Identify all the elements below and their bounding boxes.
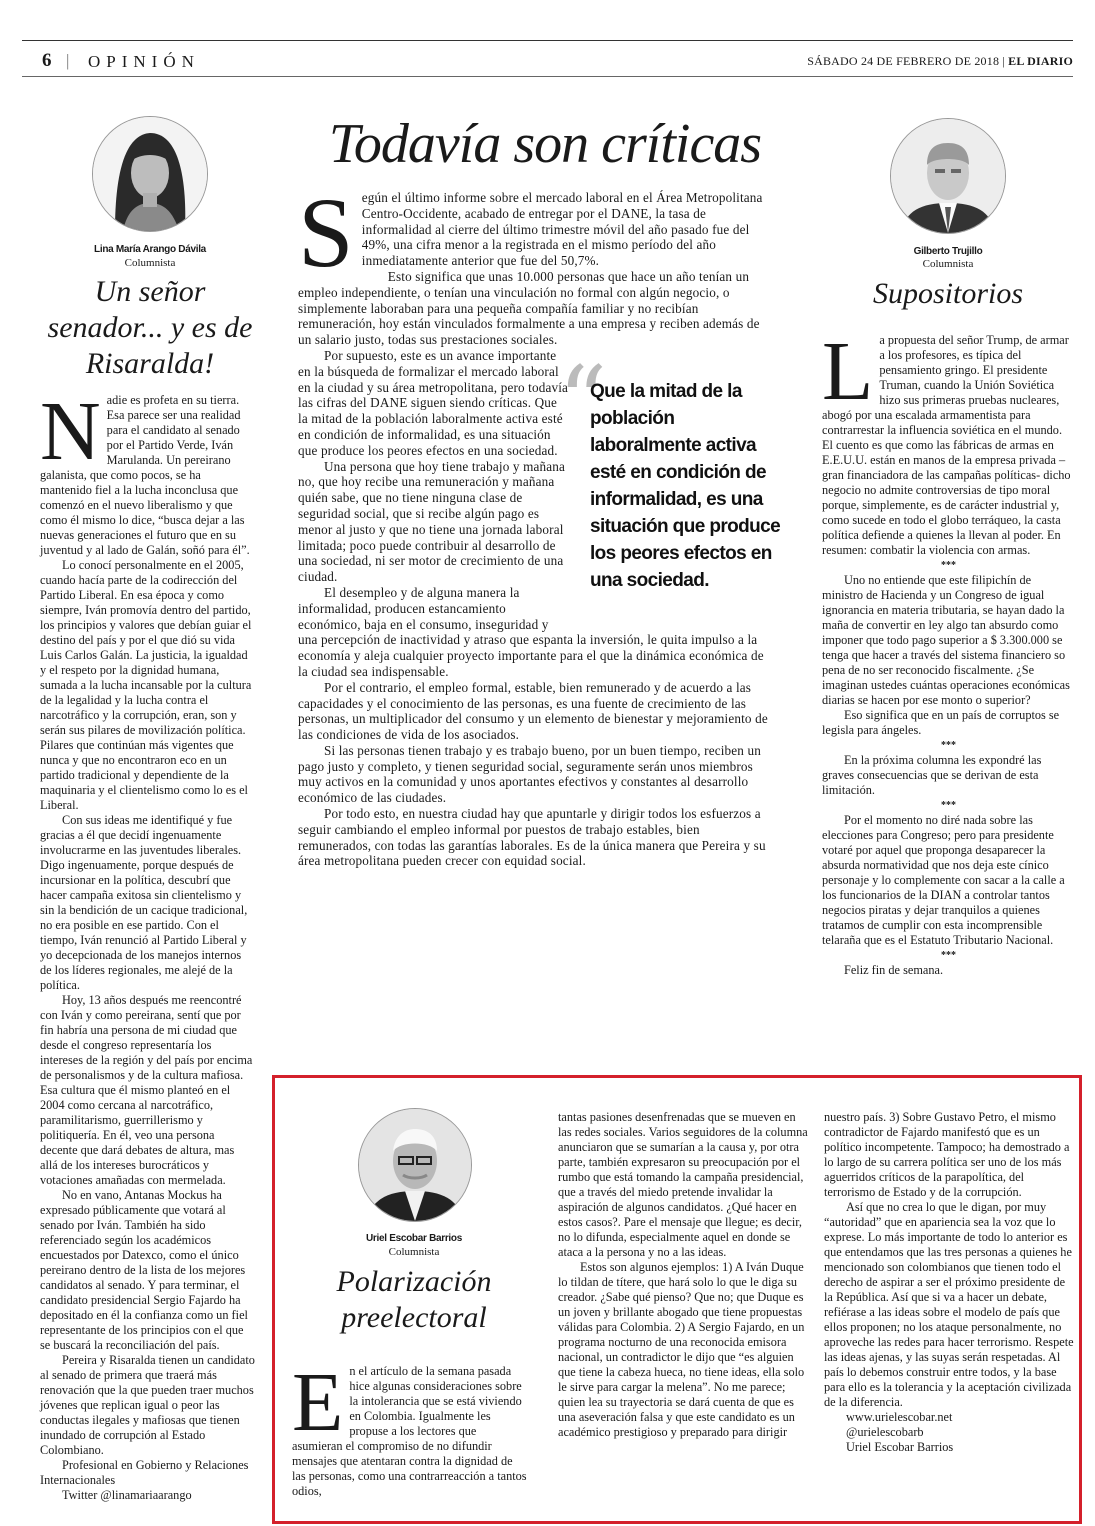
- signature-twitter: @urielescobarb: [846, 1425, 924, 1439]
- dropcap-right: L: [822, 325, 874, 418]
- pull-quote: [558, 345, 790, 622]
- paragraph: Una persona que hoy tiene trabajo y mañana no, que hoy recibe una remuneración y mañana quién sabe, que no tiene ninguna clase de seguridad social, que si recibe algún pago es menor al justo y que no tiene una jornada laboral limitada; poco puede contribuir al desarrollo de una sociedad, ni ser motor de crecimiento de una ciudad.: [298, 458, 566, 585]
- paragraph: Según el último informe sobre el mercado laboral en el Área Metropolitana Centro-Occidente, acabado de entregar por el DANE, la tasa de informalidad al cierre del último trimestre móvil del año pasado fue del 49%, una cifra menor a la registrada en el mismo período del año inmediatamente anterior que fue del 50,7%.: [298, 177, 763, 288]
- author-photo-right: [890, 118, 1006, 234]
- header-rule: [22, 76, 1073, 77]
- paragraph: Esto significa que unas 10.000 personas que hace un año tenían un empleo independiente, o tenían una vinculación no formal con algún negocio, o simplemente laboraban para una pequeña compañía familiar y no recibían remuneración, hoy están vinculados formalmente a una empresa y reciben además de un salario justo, todas sus prestaciones sociales.: [298, 268, 760, 348]
- paragraph: No en vano, Antanas Mockus ha expresado públicamente que votará al senado por Iván. También ha sido referenciado según los académicos encuestados por Datexco, como el único pereirano dentro de la lista de los mejores candidatos al senado. Y para terminar, el candidato presidencial Sergio Fajardo ha depositado en él la confianza como un fiel representante de los principios con el que se buscará la reconciliación del país.: [40, 1188, 248, 1352]
- editorial-body: [298, 177, 781, 869]
- signature-website: www.urielescobar.net: [846, 1410, 953, 1424]
- paragraph: Por el momento no diré nada sobre las elecciones para Congreso; pero para presidente votaré por aquel que proponga desaparecer la absurda normatividad que nos deja este cínico personaje y lo complemente con sacar a la calle a los funcionarios de la DIAN a controlar tantos negocios piratas y dejar tranquilos a quienes tratamos de cumplir con esta incomprensible telaraña que es el Estatuto Tributario Nacional.: [822, 813, 1065, 947]
- editorial-title: Todavía son críticas: [328, 113, 762, 175]
- pull-quote-text: Que la mitad de la población laboralmente activa esté en condición de informalidad, es una situación que produce los peores efectos en una sociedad.: [590, 380, 781, 591]
- paragraph: Nadie es profeta en su tierra. Esa parece ser una realidad para el candidato al senado por el Partido Verde, Iván Marulanda. Un pereirano galanista, que como pocos, se ha mantenido fiel a la lucha inconclusa que comenzó en el nuevo liberalismo y que como él mismo lo dice, “busca dejar a las nuevas generaciones el futuro que en su juventud y al lado de Galán, soñó para él”.: [40, 385, 250, 557]
- author-photo-box: [358, 1108, 472, 1222]
- paragraph: tantas pasiones desenfrenadas que se mueven en las redes sociales. Varios seguidores de la columna anunciaron que se sumarían a la causa y, por otra parte, también expresaron su preocupación por el rumbo que está tomando la campaña presidencial, que a través del miedo pretende invalidar la aspiración de algunos candidatos. ¿Qué hacer en estos casos?. Pare el mensaje que llegue; es decir, no lo difunda, especialmente aquel en donde se ataca a la persona y no a las ideas.: [558, 1110, 808, 1259]
- author-role-right: Columnista: [922, 258, 974, 270]
- box-column-2: [558, 1110, 808, 1440]
- paragraph: Pereira y Risaralda tienen un candidato al senado de primera que traerá más renovación que la que pueden traer muchos jóvenes que replican igual o peor las conductas ilegales y mafiosas que tienen inundado de corrupción al Estado Colombiano.: [40, 1353, 255, 1457]
- paragraph: Con sus ideas me identifiqué y fue gracias a él que decidí ingenuamente involucrarme en las juventudes liberales. Digo ingenuamente, porque después de incursionar en la política, descubrí que hacer campaña exitosa sin clientelismo y sin la bendición de un cacique tradicional, no era posible en ese partido. Con el tiempo, Iván renunció al Partido Liberal y yo decepcionada de los manejos internos de los líderes regionales, me alejé de la política.: [40, 813, 248, 992]
- separator-stars: ***: [941, 560, 956, 571]
- paragraph: Si las personas tienen trabajo y es trabajo bueno, por un buen tiempo, reciben un pago justo y completo, y tienen seguridad social, seguramente serán unos miembros muy activos en la comunidad y unos aportantes efectivos y constantes al desarrollo económico de las ciudades.: [298, 742, 761, 806]
- header-dateline: SÁBADO 24 DE FEBRERO DE 2018 | EL DIARIO: [807, 54, 1073, 68]
- author-portrait-icon: [891, 119, 1005, 233]
- box-column-3: [824, 1110, 1074, 1455]
- newspaper-name: EL DIARIO: [1008, 54, 1073, 68]
- dropcap-main: S: [298, 177, 354, 288]
- dropcap-left: N: [40, 385, 101, 478]
- paragraph: Por supuesto, este es un avance importante en la búsqueda de formalizar el mercado laboral en la ciudad y su área metropolitana, pero todavía las cifras del DANE siguen siendo críticas. Que la mitad de la población laboralmente activa esté en condición de informalidad, es una situación que produce los peores efectos en una sociedad.: [298, 347, 569, 458]
- paragraph: Por el contrario, el empleo formal, estable, bien remunerado y de acuerdo a las capacidades y el conocimiento de las personas, es una fuente de crecimiento de las personas, un multiplicador del consumo y un elemento de bienestar y mejoramiento de las condiciones de vida de los asociados.: [298, 679, 768, 743]
- paragraph: Uno no entiende que este filipichín de ministro de Hacienda y un Congreso de igual ignorancia en materia tributaria, se hayan dado la maña de convertir en ley algo tan absurdo como imponer que todo pago superior a $ 3.300.000 se tenga que hacer a través del sistema financiero so pena de no ser reconocido fiscalmente. ¿Se imaginan ustedes cuántas operaciones económicas diarias se hacen por ese monto o superior?: [822, 573, 1070, 707]
- paragraph: nuestro país. 3) Sobre Gustavo Petro, el mismo contradictor de Fajardo manifestó que es un político incompetente. Tampoco; ha demostrado a lo largo de su carrera política ser uno de los más aguerridos críticos de la parapolítica, del terrorismo de Estado y de la corrupción.: [824, 1110, 1070, 1199]
- paragraph: En el artículo de la semana pasada hice algunas consideraciones sobre la intolerancia que se está viviendo en Colombia. Igualmente les propuse a los lectores que asumieran el compromiso de no difundir mensajes que atentaran contra la dignidad de las personas, como una contrarreacción a tantos odios,: [292, 1356, 527, 1498]
- issue-date: SÁBADO 24 DE FEBRERO DE 2018: [807, 54, 1000, 68]
- page-number: 6: [42, 50, 52, 71]
- paragraph: El desempleo y de alguna manera la informalidad, producen estancamiento económico, baja en el consumo, inseguridad y una percepción de inactividad y atraso que espanta la inversión, le quita impulso a la economía y aleja cualquier proyecto importante para el que la dinámica económica de la ciudad sea indispensable.: [298, 584, 764, 679]
- author-portrait-icon: [93, 117, 207, 231]
- author-name-right: Gilberto Trujillo: [913, 246, 983, 257]
- paragraph: Hoy, 13 años después me reencontré con Iván y como pereirana, sentí que por fin habría una persona de mi ciudad que desde el congreso representaría los intereses de la región y del país por encima de personalismos y de la cultura mafiosa. Esa cultura que él mismo planteó en el 2004 como cercana al narcotráfico, paramilitarismo, guerrillerismo y politiquería. En él, veo una persona decente que dará debates de altura, mas allá de los intereses burocráticos y votaciones amañadas con mermelada.: [40, 993, 253, 1187]
- separator-stars: ***: [941, 800, 956, 811]
- author-twitter: Twitter @linamariaarango: [62, 1488, 192, 1502]
- paragraph: Así que no crea lo que le digan, por muy “autoridad” que en apariencia sea la voz que lo exprese. Lo más importante de todo lo anterior es que entendamos que las tres personas a quienes he mencionado son colombianos que tienen todo el derecho de aspirar a ser el próximo presidente de la República. Así que si va a hacer un debate, refiérase a las ideas sobre el modelo de país que ellos proponen; no los ataque personalmente, no aproveche las redes para hacer terrorismo. Respete las ideas ajenas, y las suyas serán respetadas. Al país lo debemos construir entre todos, y la base para ello es la tolerancia y la aceptación civilizada de la diferencia.: [824, 1200, 1074, 1409]
- quote-mark-icon: “: [558, 345, 608, 458]
- paragraph: La propuesta del señor Trump, de armar a los profesores, es típica del pensamiento gringo. El presidente Truman, cuando la Unión Soviética hizo sus primeras pruebas nucleares, abogó por una escalada armamentista para contrarrestar la influencia soviética en el mundo. El cuento es que como las fábricas de armas en E.E.U.U. están en manos de la empresa privada –gran financiadora de las campañas políticas- dicho negocio no admite controversias de tipo moral porque, simplemente, es de carácter industrial y, como sucede en todo el globo terráqueo, la casta política defiende a quienes la llevan al poder. En resumen: combatir la violencia con armas.: [822, 325, 1071, 557]
- separator-stars: ***: [941, 950, 956, 961]
- dropcap-box: E: [292, 1356, 344, 1449]
- paragraph: Feliz fin de semana.: [844, 963, 944, 977]
- column-title-right: Supositorios: [872, 277, 1024, 310]
- section-name: OPINIÓN: [88, 52, 200, 71]
- paragraph: Eso significa que en un país de corruptos se legisla para ángeles.: [822, 708, 1060, 737]
- top-rule: [22, 40, 1073, 41]
- separator-stars: ***: [941, 740, 956, 751]
- column-body-right: [822, 325, 1075, 978]
- author-name-left: Lina María Arango Dávila: [94, 244, 206, 255]
- column-title-box: Polarización preelectoral: [336, 1265, 492, 1334]
- author-portrait-icon: [359, 1109, 471, 1221]
- box-column-1: [292, 1356, 528, 1499]
- author-credentials: Profesional en Gobierno y Relaciones Internacionales: [40, 1458, 249, 1487]
- signature-name: Uriel Escobar Barrios: [846, 1440, 954, 1454]
- column-title-left: Un señor senador... y es de Risaralda!: [47, 275, 253, 380]
- author-name-box: Uriel Escobar Barrios: [366, 1233, 462, 1244]
- paragraph: Estos son algunos ejemplos: 1) A Iván Duque lo tildan de títere, que hará solo lo que le diga su creador. ¿Sabe qué pienso? Que no; que Duque es un joven y brillante abogado que tiene propuestas válidas para Colombia. 2) A Sergio Fajardo, en un programa nocturno de una reconocida emisora nacional, un contradictor le dijo que “es alguien que tiene la cabeza hueca, no tiene ideas, ella solo le sirve para cargar la melena”. No me parece; quien lea su trayectoria se dará cuenta de que es una aseveración falsa y que este candidato es un académico prestigioso y preparado para dirigir: [558, 1260, 805, 1439]
- author-role-left: Columnista: [124, 257, 176, 269]
- header-separator: |: [66, 51, 70, 70]
- paragraph: En la próxima columna les expondré las graves consecuencias que se derivan de esta limitación.: [822, 753, 1042, 797]
- author-photo-left: [92, 116, 208, 232]
- author-role-box: Columnista: [388, 1246, 440, 1258]
- paragraph: Por todo esto, en nuestra ciudad hay que apuntarle y dirigir todos los esfuerzos a seguir cambiando el empleo informal por puestos de trabajo estables, bien remunerados, con todas las garantías laborales. Es de la única manera que Pereira y su área metropolitana pueden crecer con equidad social.: [298, 806, 766, 869]
- paragraph: Lo conocí personalmente en el 2005, cuando hacía parte de la codirección del Partido Liberal. En esa época y como siempre, Iván promovía dentro del partido, los principios y valores que debían guiar el destino del país y por el que dió su vida Luis Carlos Galán. La justicia, la igualdad y el respeto por la dignidad humana, sumada a la lucha incansable por la cultura de la legalidad y la lucha contra el narcotráfico y la corrupción, eran, son y serán sus pilares de movilización política. Pilares que continúan más vigentes que nunca y que no encontraron eco en un partido tradicional y dependiente de la maquinaria y el clientelismo como lo es el Liberal.: [40, 558, 252, 812]
- column-body-left: [40, 385, 255, 1503]
